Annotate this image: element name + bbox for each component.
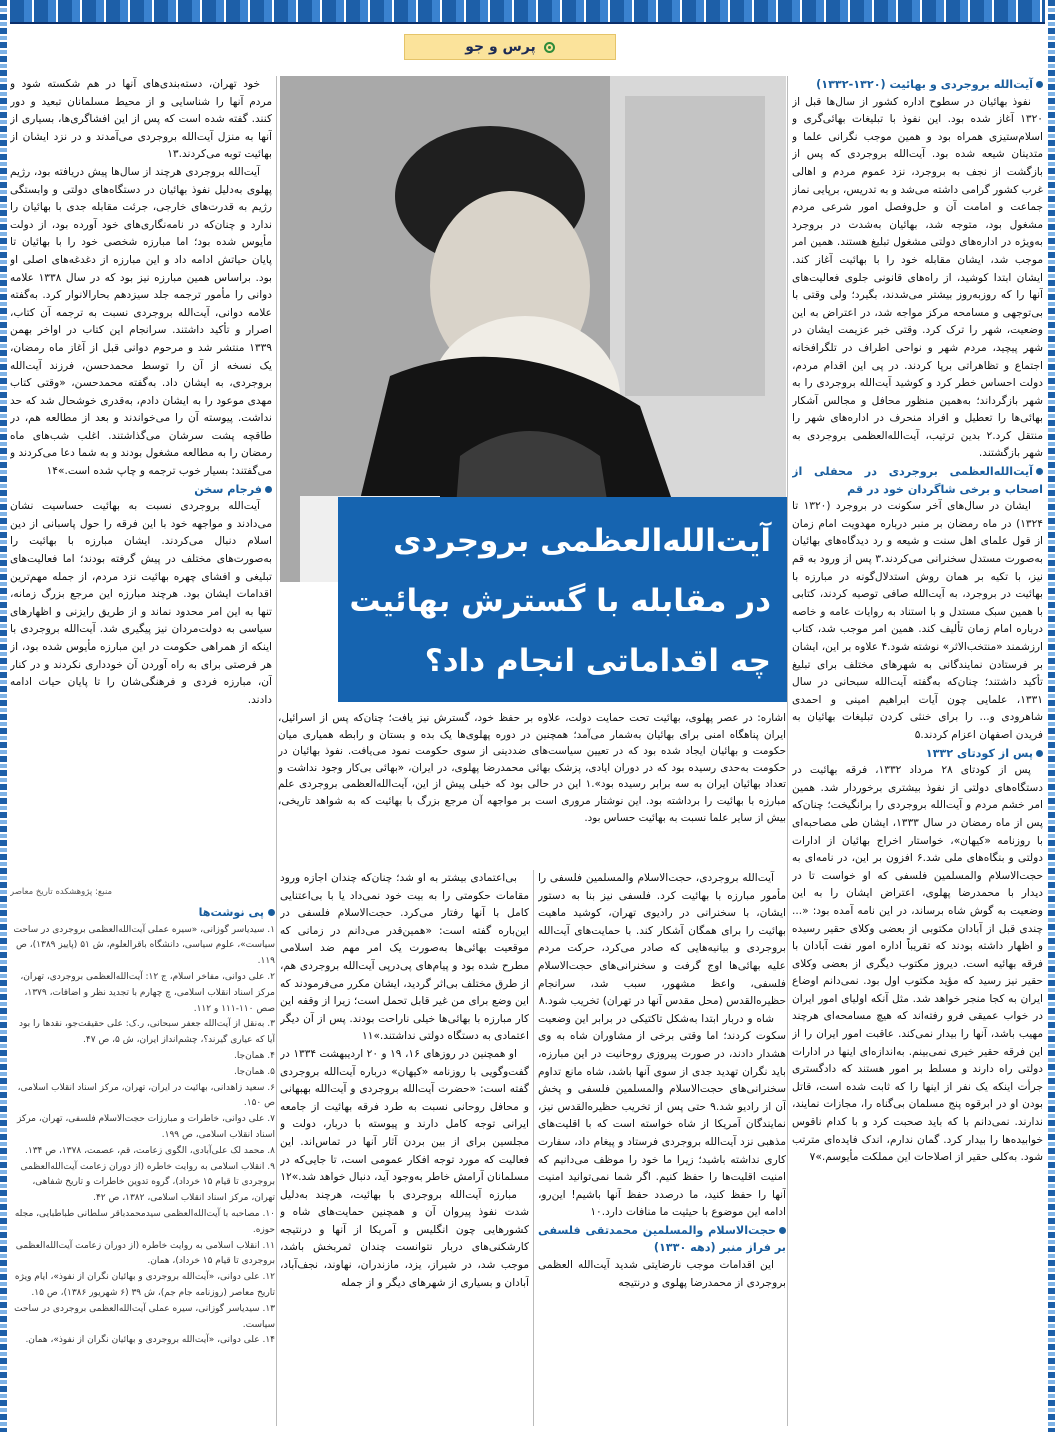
paragraph: او همچنین در روزهای ۱۶، ۱۹ و ۲۰ اردیبهشت ۱۳۳۴ در گفت‌وگویی با روزنامه «کیهان» درباره آیت‌الله بروجردی گفته است: «حضرت آیت‌الله بروجردی و آیت‌الله بهبهانی و محافل روحانی نسبت به طرد فرقه بهائیت از جامعه ایرانی توجه کامل دارند و پیوسته با دربار، دولت و مجلسین برای از بین بردن آثار آنها در تماس‌اند. این فعالیت که مورد توجه افکار عمومی است، تا جایی‌که در مسلمانان آرامش خاطر به‌وجود آید، دنبال خواهد شد.»۱۲ xyxy=(280,1047,529,1184)
footnote-item: ۶. سعید زاهدانی، بهائیت در ایران، تهران، مرکز اسناد انقلاب اسلامی، ص ۱۵۰. xyxy=(17,1082,275,1109)
article-column-mid xyxy=(538,870,786,1426)
bullet-icon xyxy=(1036,81,1043,88)
footnote-item: ۹. انقلاب اسلامی به روایت خاطره (از دوران زعامت آیت‌الله‌العظمی بروجردی تا قیام ۱۵ خرداد)، گروه تدوین خاطرات و تاریخ شفاهی، تهران، مرکز اسناد انقلاب اسلامی، ۱۳۸۲، ص ۴۲. xyxy=(20,1161,275,1204)
paragraph: بی‌اعتمادی بیشتر به او شد؛ چنان‌که چندان اجازه ورود مقامات حکومتی را به بیت خود نمی‌داد یا با بی‌اعتنایی کامل با آنها رفتار می‌کرد. حجت‌الاسلام فلسفی در این‌باره گفته است: «همین‌قدر می‌دانم در زمانی که موقعیت بهائی‌ها به‌صورت یک امر مهم ضد اسلامی مطرح شده بود و پیام‌های پی‌درپی آیت‌الله بروجردی هم، از طرق مختلف بی‌اثر گردید، ایشان مکرر می‌فرمودند که این وضع برای من غیر قابل تحمل است؛ زیرا از وقفه این کار مبارزه با بهائی‌ها خیلی ناراحت بودند. پس از آن دیگر اعتمادی به دستگاه دولتی نداشتند.»۱۱ xyxy=(280,872,529,1043)
target-icon xyxy=(544,42,555,53)
article-column-mid2 xyxy=(280,870,529,1426)
footnote-item: ۱۰. مصاحبه با آیت‌الله‌العظمی سیدمحمدباقر سلطانی طباطبایی، مجله حوزه. xyxy=(14,1208,275,1235)
footnote-item: ۷. علی دوانی، خاطرات و مبارزات حجت‌الاسلام فلسفی، تهران، مرکز اسناد انقلاب اسلامی، ص ۱۹۹. xyxy=(16,1114,275,1140)
headline-line: در مقابله با گسترش بهائیت xyxy=(349,583,771,619)
footnote-item: ۱۴. علی دوانی، «آیت‌الله بروجردی و بهائیان نگران از نفوذ»، همان. xyxy=(25,1335,275,1346)
subheading: فرجام سخن xyxy=(10,481,272,499)
subheading: پس از کودتای ۱۳۳۲ xyxy=(792,745,1043,763)
footnotes-heading: پی نوشت‌ها xyxy=(10,905,275,921)
footnote-item: ۳. به‌نقل از آیت‌الله جعفر سبحانی، ر.ک: علی حقیقت‌جو، نقدها را بود آیا که عیاری گیرند؟، چشم‌انداز ایران، ش ۵، ص ۴۷. xyxy=(18,1019,275,1046)
bullet-icon xyxy=(1036,468,1043,475)
right-border-pattern xyxy=(1048,0,1055,1432)
paragraph: این اقدامات موجب نارضایتی شدید آیت‌الله العظمی بروجردی از محمدرضا پهلوی و درنتیجه xyxy=(538,1259,786,1289)
subheading: حجت‌الاسلام والمسلمین محمدتقی فلسفی بر فراز منبر (دهه ۱۳۳۰) xyxy=(538,1223,786,1255)
paragraph: آیت‌الله بروجردی، حجت‌الاسلام والمسلمین فلسفی را مأمور مبارزه با بهائیت کرد. فلسفی نیز بنا به دستور ایشان، با سخنرانی در رادیوی تهران، کوشید ماهیت بهائیت را برای همگان آشکار کند. با حمایت‌های آیت‌الله بروجردی و بیانیه‌هایی که صادر می‌کرد، حرکت مردم علیه بهائی‌ها اوج گرفت و سخنرانی‌های حجت‌الاسلام فلسفی، واعظ مشهور، سبب شد، سرانجام حظیره‌القدس (محل مقدس آنها در تهران) تخریب شود.۸ xyxy=(538,872,786,1008)
footnote-item: ۱۲. علی دوانی، «آیت‌الله بروجردی و بهائیان نگران از نفوذ»، ایام ویژه تاریخ معاصر (روزنامه جام جم)، ش ۳۹ (۶ شهریور ۱۳۸۶)، ص ۱۵. xyxy=(14,1272,275,1298)
article-column-right xyxy=(792,76,1043,1426)
paragraph: شاه و دربار ابتدا به‌شکل تاکتیکی در برابر این وضعیت سکوت کردند؛ اما وقتی برخی از مشاوران شاه به وی هشدار دادند، در صورت پیروزی روحانیت در این مبارزه، باید نگران تهدید جدی از سوی آنها باشد، شاه مانع تداوم سخنرانی‌های حجت‌الاسلام والمسلمین فلسفی و پخش آن از رادیو شد.۹ حتی پس از تخریب حظیره‌القدس نیز، نمایندگان آمریکا از شاه خواسته است که با اقلیت‌های مذهبی نزد آیت‌الله بروجردی فرستاد و پیغام داد، سفارت کاری نداشته باشید؛ زیرا ما خود را موظف می‌دانیم که امنیت اقلیت‌ها را حفظ کنیم. اگر شما نمی‌توانید امنیت آنها را حفظ کنید، ما درصدد حفظ آنها باشیم! این‌رو، ادامه این موضوع با حیثیت ما منافات دارد.۱۰ xyxy=(538,1012,786,1219)
headline-line: آیت‌الله‌العظمی بروجردی xyxy=(393,523,771,559)
bullet-icon xyxy=(779,1227,786,1234)
subheading: آیت‌الله بروجردی و بهائیت (۱۳۲۰-۱۳۳۲) xyxy=(792,76,1043,94)
source-credit: منبع: پژوهشکده تاریخ معاصر xyxy=(10,887,113,897)
footnote-item: ۱۳. سیدیاسر گوزانی، سیره عملی آیت‌الله‌العظمی بروجردی در ساحت سیاست. xyxy=(14,1303,275,1330)
footnotes xyxy=(10,885,275,1425)
column-divider xyxy=(276,76,277,1426)
article-column-left xyxy=(10,76,272,880)
footnote-item: ۱. سیدیاسر گوزانی، «سیره عملی آیت‌الله‌العظمی بروجردی در ساحت سیاست»، علوم سیاسی، دانشگاه باقرالعلوم، ش ۵۱ (پاییز ۱۳۸۹)، ص ۱۱۹. xyxy=(13,924,275,967)
left-border-pattern xyxy=(0,0,7,1432)
paragraph: آیت‌الله بروجردی هرچند از سال‌ها پیش دریافته بود، رژیم پهلوی به‌دلیل نفوذ بهائیان در دستگاه‌های دولتی و وابستگی رژیم به قدرت‌های خارجی، جرئت مقابله جدی با بهائیان را ندارد و چنان‌که در نامه‌نگاری‌های خود آورده بود، از دولت مأیوس شده بود؛ اما مبارزه شخصی خود را با بهائیان تا پایان حیاتش ادامه داد و این مبارزه از دغدغه‌های اصلی او بود. براساس همین مبارزه نیز بود که در سال ۱۳۳۸ علامه دوانی را مأمور ترجمه جلد سیزدهم بحارالانوار کرد. به‌گفته علامه دوانی، آیت‌الله بروجردی نسبت به ترجمه آن کتاب، اصرار و تأکید داشتند. سرانجام این کتاب در اواخر بهمن ۱۳۳۹ منتشر شد و مرحوم دوانی قبل از آغاز ماه رمضان، یک نسخه از آن را توسط محمدحسن، فرزند آیت‌الله بروجردی، به ایشان داد. به‌گفته محمدحسن، «وقتی کتاب مهدی موعود را به ایشان دادم، به‌قدری خوشحال شد که حد نداشت. پیوسته آن را می‌خواندند و بعد از مطالعه هم، در طاقچه پشت سرشان می‌گذاشتند. اغلب شب‌های ماه رمضان را به مطالعه مشغول بودند و به شما دعا می‌کردند و می‌گفتند: بسیار خوب ترجمه و چاپ شده است.»۱۴ xyxy=(10,165,272,478)
paragraph: مبارزه آیت‌الله بروجردی با بهائیت، هرچند به‌دلیل شدت نفوذ پیروان آن و همچنین حمایت‌های شاه و کشورهایی چون انگلیس و آمریکا از آنها و درنتیجه کارشکنی‌های دربار نتوانست چندان ثمربخش باشد، موجب شد، در شیراز، یزد، مازندران، نهاوند، نجف‌آباد، آبادان و بسیاری از شهرهای دیگر و از جمله xyxy=(280,1188,529,1289)
paragraph: نفوذ بهائیان در سطوح اداره کشور از سال‌ها قبل از ۱۳۲۰ آغاز شده بود. این نفوذ با تبلیغات بهائی‌گری و اسلام‌ستیزی همراه بود و همین موجب نگرانی علما و متدینان شیعه شده بود. آیت‌الله بروجردی که پس از بازگشت از نجف به بروجرد، نزد عموم مردم و اهالی غرب کشور گرامی داشته می‌شد و به تدریس، برپایی نماز جماعت و امامت آن و حل‌وفصل امور شرعی مردم مشغول بود، متوجه شد، بهائیان به‌شدت در بروجرد به‌ویژه در اداره‌های دولتی مشغول تبلیغ هستند. همین امر موجب شد، ایشان مقابله خود را با بهائیت آغاز کند. ایشان ابتدا کوشید، از راه‌های قانونی جلوی فعالیت‌های آنها را که روزبه‌روز بیشتر می‌شدند، بگیرد؛ ولی وقتی با بی‌توجهی و مسامحه مرکز مواجه شد، در اعتراض به این وضعیت، شهر را ترک کرد. وقتی خبر عزیمت ایشان در شهر پیچید، مردم شهر و نواحی اطراف در تلگرافخانه اجتماع و تظاهراتی برپا کردند. در پی این اقدام مردم، دولت احساس خطر کرد و کوشید آیت‌الله بروجردی را به شهر بازگرداند؛ به‌همین منظور محافل و مجالس آشکار بهائی‌ها را تعطیل و افراد منحرف در اداره‌های شهر را منتقل کرد.۲ بدین ترتیب، آیت‌الله‌العظمی بروجردی به شهر بازگشتند. xyxy=(792,95,1043,460)
footnote-item: ۱۱. انقلاب اسلامی به روایت خاطره (از دوران زعامت آیت‌الله‌العظمی بروجردی تا قیام ۱۵ خرداد)، همان. xyxy=(15,1240,275,1267)
footnote-item: ۸. محمد لک علی‌آبادی، الگوی زعامت، قم، عصمت، ۱۳۷۸، ص ۱۳۴. xyxy=(25,1145,275,1156)
column-divider xyxy=(533,870,534,1426)
bullet-icon xyxy=(265,486,272,493)
column-divider xyxy=(787,76,788,1426)
footnote-item: ۵. همان‌جا. xyxy=(233,1066,275,1077)
footnote-item: ۴. همان‌جا. xyxy=(233,1050,275,1061)
subheading: آیت‌الله‌العظمی بروجردی در محفلی از اصحاب و برخی شاگردان خود در قم xyxy=(792,465,1043,496)
bullet-icon xyxy=(268,909,275,916)
header-ornament xyxy=(10,0,1045,22)
paragraph: ایشان در سال‌های آخر سکونت در بروجرد (۱۳۲۰ تا ۱۳۲۴) در ماه رمضان بر منبر درباره مهدویت امام زمان از قول علمای اهل سنت و شیعه و رد دیدگاه‌های بهائیان به‌صورت مستدل سخنرانی می‌کردند.۳ پس از ورود به قم نیز، با تکیه بر همان روش استدلال‌گونه در مبارزه با بهائیت در بروجرد، به آیت‌الله صافی توصیه کردند، کتابی با همین سبک مستدل و با استناد به روایات عامه و خاصه درباره امام زمان تألیف کند. همین امر موجب شد، کتاب ارزشمند «منتخب‌الاثر» نوشته شود.۴ علاوه بر این، ایشان بر فرستادن نمایندگانی به شهرهای مختلف برای تبلیغ تأکید داشتند؛ چنان‌که به‌گفته آیت‌الله سبحانی در سال ۱۳۳۱، علمایی چون آیات ابراهیم امینی و احمدی شاهرودی و... را برای خنثی کردن تبلیغات بهائیان به فریدن اصفهان اعزام کردند.۵ xyxy=(792,500,1043,741)
paragraph: خود تهران، دسته‌بندی‌های آنها در هم شکسته شود و مردم آنها را شناسایی و از محیط مسلمانان تبعید و دور کنند. گفته شده است که پس از این افشاگری‌ها، بسیاری از آنها به منزل آیت‌الله بروجردی می‌آمدند و در نزد ایشان از بهائیت توبه می‌کردند.۱۳ xyxy=(10,78,272,161)
paragraph: آیت‌الله بروجردی نسبت به بهائیت حساسیت نشان می‌دادند و مواجهه خود با این فرقه را حول پاسبانی از دین اسلام دنبال می‌کردند. ایشان مبارزه با بهائیت را به‌صورت‌های مختلف در پیش گرفته بودند؛ اما فعالیت‌های تبلیغی و افشای چهره بهائیت نزد مردم، از جمله مهم‌ترین اقدامات ایشان بود. هرچند مبارزه این مرجع بزرگ زمانه، تنها به این امر محدود نماند و از طریق رایزنی و اظهارهای سیاسی به دولت‌مردان نیز پیگیری شد. آیت‌الله بروجردی با اینکه از همراهی حکومت در این مبارزه مأیوس شده بود، از هر فرصتی برای به راه آوردن آن خودداری نکردند و در کنار آن، مبارزه فردی و فرهنگی‌شان را تا پایان حیات ادامه دادند. xyxy=(10,500,272,706)
bullet-icon xyxy=(1036,750,1043,757)
section-tag xyxy=(404,34,616,60)
footnote-item: ۲. علی دوانی، مفاخر اسلام، ج ۱۲: آیت‌الله‌العظمی بروجردی، تهران، مرکز اسناد انقلاب اسلامی، چ چهارم با تجدید نظر و اضافات، ۱۳۷۹، صص ۱۱۰-۱۱۱ و ۱۱۲. xyxy=(20,971,275,1014)
section-label: پرس و جو xyxy=(465,39,536,55)
paragraph: پس از کودتای ۲۸ مرداد ۱۳۳۲، فرقه بهائیت در دستگاه‌های دولتی از نفوذ بیشتری برخوردار شد. همین امر خشم مردم و آیت‌الله بروجردی را برانگیخت؛ چنان‌که پس از ماه رمضان در سال ۱۳۳۳، ایشان طی مصاحبه‌ای با روزنامه «کیهان»، خواستار اخراج بهائیان از ادارات دولتی و بنگاه‌های ملی شد.۶ افزون بر این، در نامه‌ای به حجت‌الاسلام والمسلمین فلسفی که او خواست تا در دیدار با محمدرضا پهلوی، اعتراض ایشان را به این وضعیت به گوش شاه برساند، در این نامه آمده بود: «... چندی قبل از آبادان مکتوبی از بعضی وکلای حقیر رسیده و اظهار داشته بودند که تقریباً اداره امور نفت آبادان با فرقه بهائیه است. دیروز مکتوب دیگری از بعضی وکلای حقیر نیز رسید که مؤید مکتوب اول بود. نمی‌دانم اوضاع ایران به کجا منجر خواهد شد. مثل آنکه اولیای امور ایران در خواب عمیقی فرو رفته‌اند که هیچ مسامحه‌ای هرچند مهیب باشد، آنها را بیدار نمی‌کند. عاقبت امور ایران را از این فرقه حقیر خیری نمی‌بینم. به‌اندازه‌ای اینها در ادارات دولتی راه دارند و مسلط بر امور هستند که دادگستری جرأت اینکه یک نفر از اینها را که ثابت شده است، قاتل بودن او در ابرقوه پنج مسلمان بی‌گناه را، مجازات نمایند، ندارند. نمی‌دانم با که باید صحبت کرد و با کدام ناقوس خوابیده‌ها را بیدار کرد. گمان ندارم، اندک فایده‌ای مترتب شود. به‌کلی حقیر از اصلاحات این مملکت مأیوسم.»۷ xyxy=(792,764,1043,1164)
intro-paragraph: اشاره: در عصر پهلوی، بهائیت تحت حمایت دولت، علاوه بر حفظ خود، گسترش نیز یافت؛ چنان‌که پس از اسرائیل، ایران پناهگاه امنی برای بهائیان به‌شمار می‌آمد؛ همچنین در دوره پهلوی‌ها یک بده و بستان و رابطه همیاری میان حکومت و بهائیان ایجاد شده بود که در تعیین سیاست‌های ضددینی از سوی حکومت نمود می‌یافت. نفوذ بهائیان در حکومت به‌حدی رسیده بود که در دوران ایادی، پزشک بهائی محمدرضا پهلوی، در ایران، «بهائی بی‌کار وجود نداشت و تعداد بهائیان ایران به سه برابر رسیده بود».۱ این در حالی بود که خیلی پیش از این، آیت‌الله‌العظمی بروجردی علم مبارزه با بهائیت را برداشته بود. این نوشتار مروری است بر مواجهه آن مرجع بزرگ با بهائیت که به شواهد تاریخی، بیش از سایر علما نسبت به بهائیت حساس بود. xyxy=(278,712,786,824)
headline-line: چه اقداماتی انجام داد؟ xyxy=(424,643,771,679)
header-rule xyxy=(10,22,1045,24)
headline-box xyxy=(338,497,787,702)
